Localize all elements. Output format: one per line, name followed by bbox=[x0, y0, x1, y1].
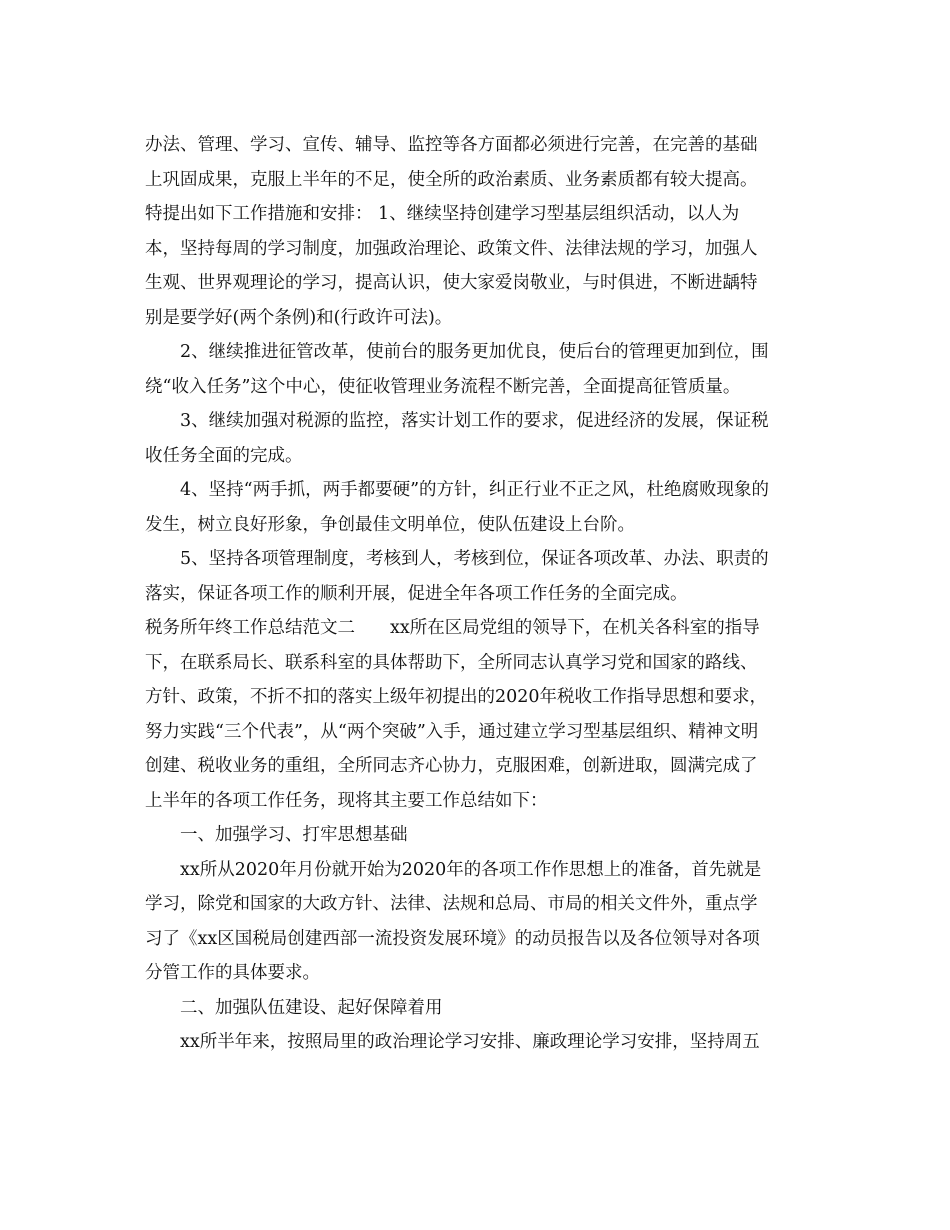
paragraph-item-2 bbox=[145, 335, 813, 404]
text-line: 分管工作的具体要求。 bbox=[145, 963, 320, 983]
text-line: 习了《xx区国税局创建西部一流投资发展环境》的动员报告以及各位领导对各项 bbox=[145, 928, 760, 949]
text-line: 上巩固成果，克服上半年的不足，使全所的政治素质、业务素质都有较大提高。 bbox=[145, 169, 758, 190]
paragraph-section-two-intro bbox=[145, 611, 813, 818]
text-line: 下，在联系局长、联系科室的具体帮助下，全所同志认真学习党和国家的路线、 bbox=[145, 652, 758, 673]
paragraph-item-5 bbox=[145, 542, 813, 611]
section-heading-2 bbox=[145, 991, 813, 1026]
text-line: 绕“收入任务”这个中心，使征收管理业务流程不断完善，全面提高征管质量。 bbox=[145, 376, 741, 397]
heading-text: 一、加强学习、打牢思想基础 bbox=[180, 825, 408, 845]
text-line: 落实，保证各项工作的顺利开展，促进全年各项工作任务的全面完成。 bbox=[145, 583, 688, 604]
section-heading-1 bbox=[145, 818, 813, 853]
text-line: 发生，树立良好形象，争创最佳文明单位，使队伍建设上台阶。 bbox=[145, 514, 635, 535]
text-line: 方针、政策，不折不扣的落实上级年初提出的2020年税收工作指导思想和要求， bbox=[145, 687, 768, 707]
text-line: 学习，除党和国家的大政方针、法律、法规和总局、市局的相关文件外，重点学 bbox=[145, 894, 758, 914]
text-line: 本，坚持每周的学习制度，加强政治理论、政策文件、法律法规的学习，加强人 bbox=[145, 238, 758, 259]
text-line: 别是要学好(两个条例)和(行政许可法)。 bbox=[145, 307, 453, 328]
text-line: 创建、税收业务的重组，全所同志齐心协力，克服困难，创新进取，圆满完成了 bbox=[145, 756, 758, 776]
paragraph-section-1-body bbox=[145, 853, 813, 991]
text-line: xx所从2020年月份就开始为2020年的各项工作作思想上的准备，首先就是 bbox=[180, 859, 762, 880]
document-body bbox=[145, 128, 813, 1060]
paragraph-section-2-body bbox=[145, 1025, 813, 1060]
text-line: 税务所年终工作总结范文二 xx所在区局党组的领导下，在机关各科室的指导 bbox=[145, 618, 760, 638]
text-line: 5、坚持各项管理制度，考核到人，考核到位，保证各项改革、办法、职责的 bbox=[180, 549, 769, 569]
text-line: 上半年的各项工作任务，现将其主要工作总结如下： bbox=[145, 790, 548, 811]
text-line: 办法、管理、学习、宣传、辅导、监控等各方面都必须进行完善，在完善的基础 bbox=[145, 135, 758, 155]
text-line: 努力实践“三个代表”，从“两个突破”入手，通过建立学习型基层组织、精神文明 bbox=[145, 721, 759, 742]
text-line: xx所半年来，按照局里的政治理论学习安排、廉政理论学习安排，坚持周五 bbox=[180, 1032, 760, 1052]
paragraph-1 bbox=[145, 128, 813, 335]
heading-text: 二、加强队伍建设、起好保障着用 bbox=[180, 997, 443, 1018]
text-line: 特提出如下工作措施和安排： 1、继续坚持创建学习型基层组织活动，以人为 bbox=[145, 204, 740, 224]
paragraph-item-4 bbox=[145, 473, 813, 542]
text-line: 收任务全面的完成。 bbox=[145, 445, 303, 466]
text-line: 4、坚持“两手抓，两手都要硬”的方针，纠正行业不正之风，杜绝腐败现象的 bbox=[180, 480, 770, 500]
text-line: 3、继续加强对税源的监控，落实计划工作的要求，促进经济的发展，保证税 bbox=[180, 411, 769, 431]
paragraph-item-3 bbox=[145, 404, 813, 473]
text-line: 生观、世界观理论的学习，提高认识，使大家爱岗敬业，与时俱进，不断进龋特 bbox=[145, 273, 758, 293]
text-line: 2、继续推进征管改革，使前台的服务更加优良，使后台的管理更加到位，围 bbox=[180, 342, 769, 362]
